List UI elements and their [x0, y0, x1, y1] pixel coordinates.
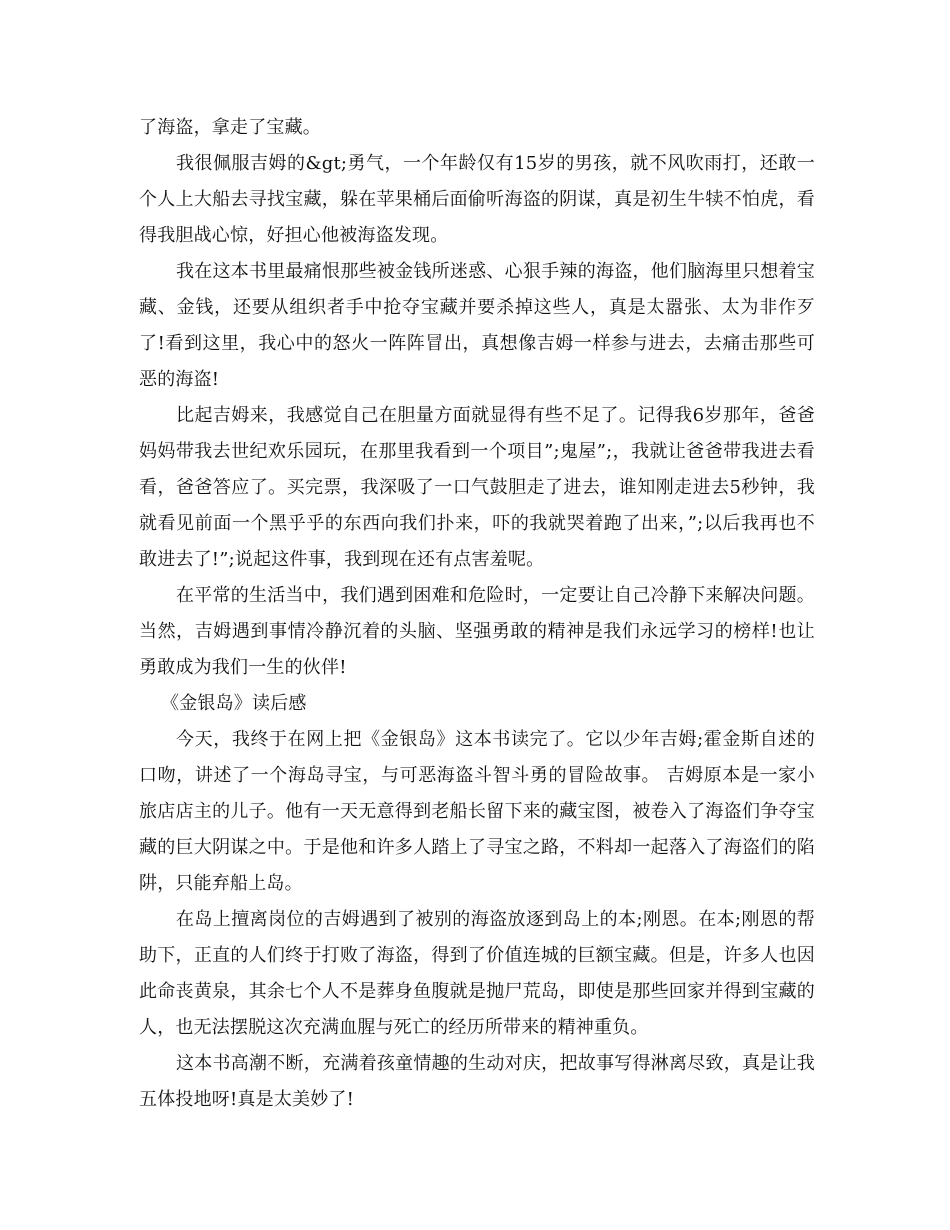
paragraph-review: 这本书高潮不断，充满着孩童情趣的生动对庆，把故事写得淋离尽致，真是让我五体投地呀!真是太美妙了! — [139, 1053, 815, 1110]
paragraph-conclusion: 在平常的生活当中，我们遇到困难和危险时，一定要让自己冷静下来解决问题。当然，吉姆遇到事情冷静沉着的头脑、坚强勇敢的精神是我们永远学习的榜样!也让勇敢成为我们一生的伙伴! — [139, 585, 815, 678]
section-title: 《金银岛》读后感 — [161, 693, 307, 714]
document-body — [139, 110, 815, 1118]
paragraph-admiration: 我很佩服吉姆的&gt;勇气，一个年龄仅有15岁的男孩，就不风吹雨打，还敢一个人上大船去寻找宝藏，躲在苹果桶后面偷听海盗的阴谋，真是初生牛犊不怕虎，看得我胆战心惊，好担心他被海盗发现。 — [139, 153, 815, 246]
paragraph-pirates: 我在这本书里最痛恨那些被金钱所迷惑、心狠手辣的海盗，他们脑海里只想着宝藏、金钱，还要从组织者手中抢夺宝藏并要杀掉这些人，真是太嚣张、太为非作歹了!看到这里，我心中的怒火一阵阵冒出，真想像吉姆一样参与进去，去痛击那些可恶的海盗! — [139, 261, 815, 390]
paragraph-continuation: 了海盗，拿走了宝藏。 — [139, 117, 321, 138]
paragraph-summary: 今天，我终于在网上把《金银岛》这本书读完了。它以少年吉姆;霍金斯自述的口吻，讲述了一个海岛寻宝，与可恶海盗斗智斗勇的冒险故事。 吉姆原本是一家小旅店店主的儿子。他有一天无意得到老船长留下来的藏宝图，被卷入了海盗们争夺宝藏的巨大阴谋之中。于是他和许多人踏上了寻宝之路，不料却一起落入了海盗们的陷阱，只能弃船上岛。 — [139, 729, 815, 894]
paragraph-haunted-house: 比起吉姆来，我感觉自己在胆量方面就显得有些不足了。记得我6岁那年，爸爸妈妈带我去世纪欢乐园玩，在那里我看到一个项目”;鬼屋”;，我就让爸爸带我进去看看，爸爸答应了。买完票，我深吸了一口气鼓胆走了进去，谁知刚走进去5秒钟，我就看见前面一个黑乎乎的东西向我们扑来，吓的我就哭着跑了出来，”;以后我再也不敢进去了!”;说起这件事，我到现在还有点害羞呢。 — [139, 405, 815, 570]
paragraph-island: 在岛上擅离岗位的吉姆遇到了被别的海盗放逐到岛上的本;刚恩。在本;刚恩的帮助下，正直的人们终于打败了海盗，得到了价值连城的巨额宝藏。但是，许多人也因此命丧黄泉，其余七个人不是葬身鱼腹就是抛尸荒岛，即使是那些回家并得到宝藏的人，也无法摆脱这次充满血腥与死亡的经历所带来的精神重负。 — [139, 909, 815, 1038]
